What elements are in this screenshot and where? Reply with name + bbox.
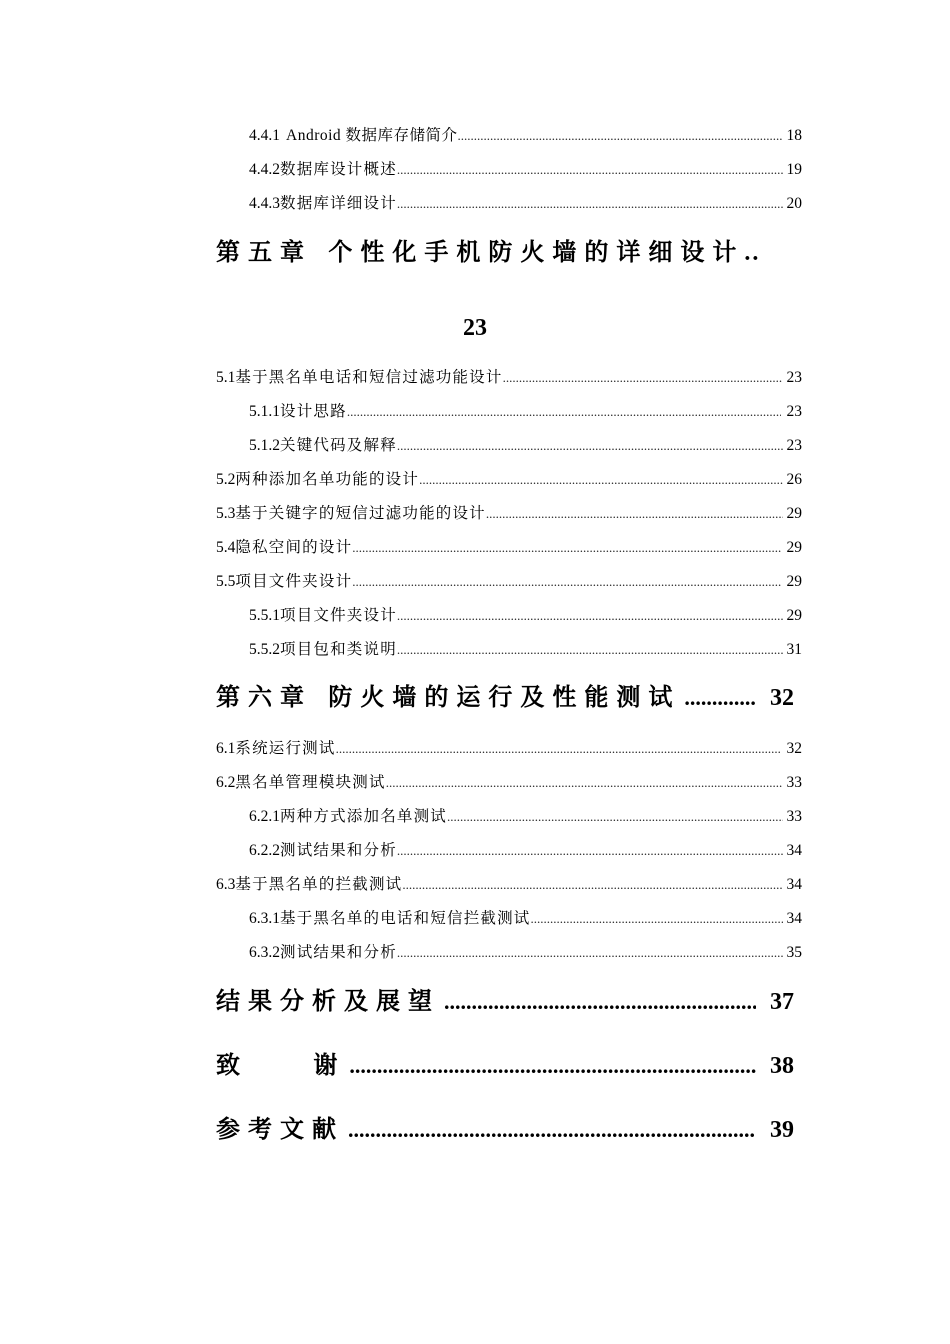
entry-number: 6.3.2: [249, 944, 280, 961]
leader-dots: [336, 737, 781, 761]
entry-page: 23: [786, 437, 802, 454]
entry-title: 数据库设计概述: [280, 161, 397, 178]
entry-title: 测试结果和分析: [280, 842, 397, 859]
entry-title: 基于黑名单的拦截测试: [235, 876, 403, 893]
entry-title: 基于黑名单的电话和短信拦截测试: [280, 910, 531, 927]
toc-section-references[interactable]: [216, 1111, 794, 1147]
toc-section-acknowledgements[interactable]: [216, 1047, 794, 1083]
entry-title: 隐私空间的设计: [235, 539, 353, 556]
toc-entry[interactable]: [216, 366, 802, 390]
entry-number: 5.1.1: [249, 403, 280, 420]
entry-page: 34: [786, 842, 802, 859]
leader-dots: [397, 941, 783, 965]
entry-title: Android 数据库存储简介: [286, 127, 458, 144]
entry-number: 6.2.2: [249, 842, 280, 859]
entry-page: 29: [786, 505, 802, 522]
entry-title: 两种添加名单功能的设计: [235, 471, 420, 488]
toc-entry[interactable]: [249, 604, 802, 628]
entry-title: 项目文件夹设计: [235, 573, 353, 590]
entry-number: 5.3: [216, 505, 236, 522]
entry-number: 6.3: [216, 876, 236, 893]
chapter-6-heading[interactable]: [216, 679, 794, 715]
chapter-page: 32: [770, 685, 794, 711]
section-title: 参考文献: [216, 1115, 344, 1143]
entry-page: 18: [786, 127, 802, 144]
toc-entry[interactable]: [249, 400, 802, 424]
toc-entry[interactable]: [249, 907, 802, 931]
entry-page: 23: [786, 369, 802, 386]
leader-dots: [402, 873, 782, 897]
entry-number: 5.5: [216, 573, 236, 590]
entry-number: 5.1: [216, 369, 236, 386]
leader-dots: [486, 502, 783, 526]
leader-dots: [684, 680, 756, 716]
entry-title: 基于关键字的短信过滤功能的设计: [235, 505, 486, 522]
entry-page: 35: [786, 944, 802, 961]
entry-page: 20: [786, 195, 802, 212]
leader-dots: [397, 158, 783, 182]
entry-page: 23: [786, 403, 802, 420]
leader-dots: [444, 984, 756, 1020]
entry-page: 33: [786, 774, 802, 791]
entry-title: 系统运行测试: [235, 740, 336, 757]
toc-entry[interactable]: [216, 468, 802, 492]
entry-title: 设计思路: [280, 403, 347, 420]
leader-dots: [348, 1112, 756, 1148]
toc-entry[interactable]: [249, 941, 802, 965]
entry-number: 4.4.2: [249, 161, 280, 178]
toc-entry[interactable]: [216, 873, 802, 897]
leader-dots: [397, 434, 783, 458]
leader-dots: [352, 536, 781, 560]
entry-number: 4.4.1: [249, 127, 280, 144]
toc-entry[interactable]: [249, 434, 802, 458]
entry-number: 4.4.3: [249, 195, 280, 212]
entry-title: 项目包和类说明: [280, 641, 397, 658]
entry-page: 19: [786, 161, 802, 178]
toc-entry[interactable]: [216, 771, 802, 795]
leader-dots: [397, 839, 783, 863]
entry-title: 基于黑名单电话和短信过滤功能设计: [235, 369, 503, 386]
chapter-5-page: 23: [463, 315, 487, 341]
leader-dots: [503, 366, 783, 390]
leader-dots: [397, 604, 783, 628]
entry-number: 5.5.1: [249, 607, 280, 624]
toc-entry[interactable]: [249, 638, 802, 662]
leader-dots: [349, 1048, 756, 1084]
leader-dots: [347, 400, 781, 424]
leader-dots: [352, 570, 781, 594]
entry-number: 6.1: [216, 740, 236, 757]
entry-number: 5.2: [216, 471, 236, 488]
section-title: 结果分析及展望: [216, 987, 440, 1015]
leader-dots: [419, 468, 782, 492]
leader-dots: [386, 771, 782, 795]
section-page: 38: [770, 1053, 794, 1079]
entry-page: 34: [786, 876, 802, 893]
leader-dots: ..: [744, 240, 761, 266]
chapter-5-heading[interactable]: [216, 234, 794, 270]
toc-entry[interactable]: [249, 192, 802, 216]
leader-dots: [397, 638, 783, 662]
entry-number: 6.2: [216, 774, 236, 791]
chapter-title: 第六章 防火墙的运行及性能测试: [216, 683, 681, 711]
toc-entry[interactable]: [216, 536, 802, 560]
entry-page: 29: [786, 539, 802, 556]
entry-title: 项目文件夹设计: [280, 607, 397, 624]
entry-page: 33: [786, 808, 802, 825]
section-title: 致 谢: [216, 1051, 346, 1079]
leader-dots: [458, 124, 783, 148]
entry-number: 5.5.2: [249, 641, 280, 658]
toc-entry[interactable]: [216, 737, 802, 761]
section-page: 39: [770, 1117, 794, 1143]
entry-title: 两种方式添加名单测试: [280, 808, 448, 825]
toc-entry[interactable]: [249, 124, 802, 148]
toc-entry[interactable]: [216, 502, 802, 526]
chapter-title: 第五章 个性化手机防火墙的详细设计: [216, 238, 745, 266]
toc-entry[interactable]: [249, 158, 802, 182]
entry-title: 数据库详细设计: [280, 195, 397, 212]
entry-number: 5.4: [216, 539, 236, 556]
entry-page: 29: [786, 573, 802, 590]
entry-page: 29: [786, 607, 802, 624]
entry-page: 31: [786, 641, 802, 658]
toc-section-results[interactable]: [216, 983, 794, 1019]
entry-title: 测试结果和分析: [280, 944, 397, 961]
entry-page: 26: [786, 471, 802, 488]
entry-number: 6.3.1: [249, 910, 280, 927]
entry-page: 32: [786, 740, 802, 757]
toc-entry[interactable]: [249, 839, 802, 863]
entry-number: 5.1.2: [249, 437, 280, 454]
toc-entry[interactable]: [216, 570, 802, 594]
entry-number: 6.2.1: [249, 808, 280, 825]
leader-dots: [397, 192, 783, 216]
entry-title: 关键代码及解释: [280, 437, 397, 454]
entry-page: 34: [786, 910, 802, 927]
entry-title: 黑名单管理模块测试: [235, 774, 386, 791]
leader-dots: [531, 907, 783, 931]
section-page: 37: [770, 989, 794, 1015]
leader-dots: [447, 805, 782, 829]
toc-entry[interactable]: [249, 805, 802, 829]
